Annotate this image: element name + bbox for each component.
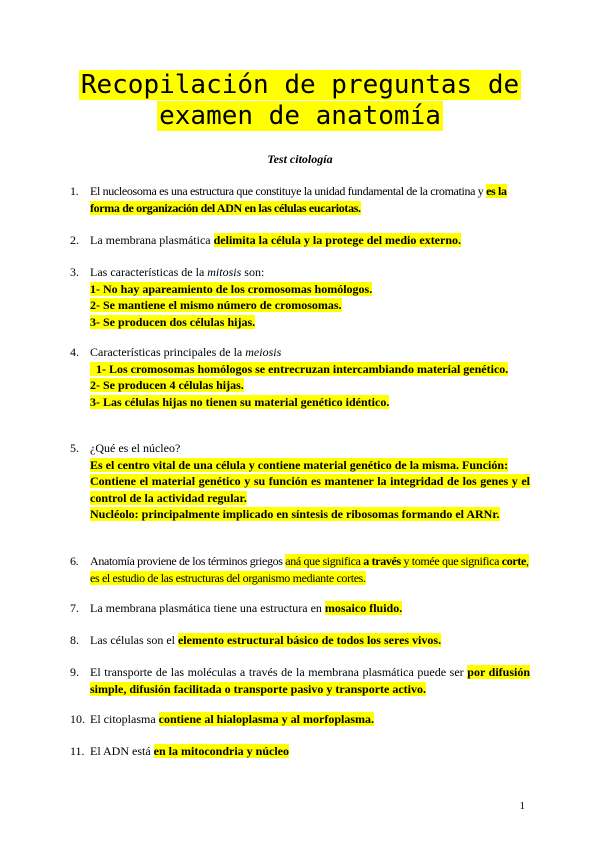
item-number: 3. (70, 265, 79, 279)
question-item-3 (70, 264, 530, 330)
item-number: 2. (70, 233, 79, 247)
question-text: El ADN está (90, 744, 154, 758)
question-item-1 (70, 183, 530, 216)
answer-highlight: 1- Los cromosomas homólogos se entrecruzan intercambiando material genético. (90, 361, 509, 376)
item-number: 7. (70, 601, 79, 615)
answer-highlight: , es el estudio de las estructuras del organismo mediante cortes. (90, 554, 529, 585)
title-line-2: examen de anatomía (159, 101, 441, 131)
document-title (0, 70, 600, 132)
answer-highlight: por difusión simple, difusión facilitada o transporte pasivo y transporte activo. (90, 665, 531, 696)
question-text: La membrana plasmática (90, 233, 214, 247)
question-text: Características principales de la (90, 345, 246, 359)
title-line-1: Recopilación de preguntas de (80, 70, 520, 100)
question-text-end: son: (241, 265, 265, 279)
question-item-9 (70, 664, 531, 697)
answer-highlight: mosaico fluido. (324, 601, 403, 615)
answer-highlight: 3- Las células hijas no tienen su material genético idéntico. (90, 394, 390, 409)
item-number: 11. (70, 744, 85, 758)
question-item-10 (70, 711, 530, 728)
answer-highlight: 2- Se mantiene el mismo número de cromosomas. (90, 298, 342, 312)
question-text: Las células son el (90, 633, 178, 647)
answer-highlight: en la mitocondria y núcleo (153, 744, 289, 758)
answer-highlight: 1- No hay apareamiento de los cromosomas homólogos. (90, 281, 373, 296)
answer-highlight: aná que significa (285, 554, 364, 568)
question-item-11 (70, 743, 530, 760)
question-item-8 (70, 632, 530, 649)
item-number: 5. (70, 441, 79, 455)
question-emphasis: mitosis (207, 265, 242, 279)
item-number: 1. (70, 184, 79, 198)
question-text: La membrana plasmática tiene una estructura en (90, 601, 325, 615)
item-number: 8. (70, 633, 79, 647)
question-item-5 (70, 440, 530, 523)
question-text: El citoplasma (90, 712, 159, 726)
answer-highlight: Es el centro vital de una célula y contiene material genético de la misma. Función: (90, 457, 509, 472)
question-text: Las características de la (90, 265, 208, 279)
question-emphasis: meiosis (245, 345, 282, 359)
question-item-4 (70, 344, 530, 410)
page-number: 1 (519, 800, 525, 812)
answer-highlight: Contiene el material genético y su función es mantener la integridad de los genes y el control de la actividad regular. (90, 474, 530, 505)
question-item-7 (70, 600, 530, 617)
answer-highlight-bold: a través (363, 554, 401, 568)
answer-highlight: y tomée que significa (400, 554, 502, 568)
item-number: 4. (70, 345, 79, 359)
question-text: El transporte de las moléculas a través de la membrana plasmática puede ser (90, 665, 468, 679)
answer-highlight: 3- Se producen dos células hijas. (90, 314, 256, 329)
answer-highlight: es la forma de organización del ADN en las células eucariotas. (90, 184, 507, 215)
question-item-2 (70, 232, 530, 249)
question-text: ¿Qué es el núcleo? (90, 441, 181, 455)
answer-highlight: Nucléolo: principalmente implicado en síntesis de ribosomas formando el ARNr. (90, 507, 500, 521)
question-text: El nucleosoma es una estructura que constituye la unidad fundamental de la cromatina y (90, 184, 487, 198)
item-number: 10. (70, 712, 85, 726)
answer-highlight: 2- Se producen 4 células hijas. (90, 378, 244, 392)
answer-highlight: contiene al hialoplasma y al morfoplasma. (158, 712, 374, 726)
answer-highlight: delimita la célula y la protege del medio externo. (213, 233, 462, 247)
question-text: Anatomía proviene de los términos griegos (90, 554, 286, 568)
item-number: 9. (70, 665, 79, 679)
section-subtitle: Test citología (267, 152, 333, 166)
question-item-6 (70, 553, 530, 586)
answer-highlight-bold: corte (501, 554, 526, 568)
item-number: 6. (70, 554, 79, 568)
answer-highlight: elemento estructural básico de todos los seres vivos. (177, 633, 442, 647)
